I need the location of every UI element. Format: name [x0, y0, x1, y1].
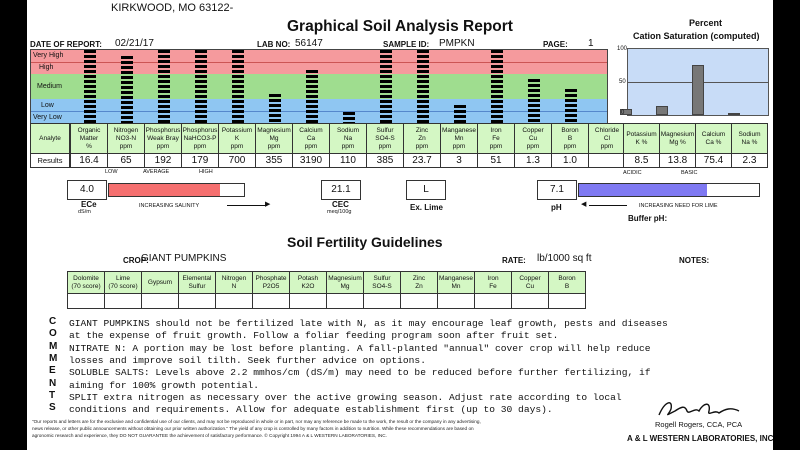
analyte-cell-line: Phosphorus	[145, 126, 181, 134]
guideline-header-line: B	[564, 282, 570, 290]
ph-bar	[578, 183, 760, 197]
level-bar	[343, 112, 355, 123]
company-name: A & L WESTERN LABORATORIES, INC	[627, 434, 773, 443]
ph-arrow-line	[589, 205, 627, 206]
analyte-cell	[403, 123, 441, 154]
guideline-value-cell	[400, 293, 438, 309]
analyte-cell-line: Weak Bray	[147, 134, 179, 142]
analyte-cell-line: ppm	[489, 142, 503, 150]
analyte-cell-line: Cu	[528, 134, 538, 142]
date-value: 02/21/17	[115, 38, 154, 49]
cec-label: CEC	[332, 200, 349, 209]
level-bar	[454, 105, 466, 123]
analyte-cell	[107, 123, 145, 154]
guideline-header-line: Boron	[558, 274, 576, 282]
guideline-value-cell	[289, 293, 327, 309]
analyte-cell-line: Potassium	[221, 126, 253, 134]
guideline-header-cell	[141, 271, 179, 294]
ph-acidic-label: ACIDIC	[623, 170, 642, 176]
analyte-cell	[588, 123, 626, 154]
guideline-value-cell	[67, 293, 105, 309]
cec-value: 21.1	[331, 184, 351, 195]
analyte-cell-line: ppm	[415, 142, 429, 150]
salinity-arrow-head-icon: ▶	[265, 201, 271, 208]
salinity-bar	[108, 183, 245, 197]
guideline-value-cell	[215, 293, 253, 309]
guideline-value-cell	[326, 293, 364, 309]
ece-label: ECe	[81, 200, 97, 209]
analyte-cell	[181, 123, 219, 154]
buffer-ph-label: Buffer pH:	[628, 214, 668, 223]
analyte-cell	[70, 123, 108, 154]
analyte-cell	[551, 123, 589, 154]
crop-label: CROP:	[123, 256, 149, 265]
ece-unit: dS/m	[78, 209, 91, 215]
cation-cell	[623, 123, 660, 154]
guideline-header-line: Nitrogen	[221, 274, 247, 282]
guideline-header-cell	[289, 271, 327, 294]
cation-cell-line: Calcium	[701, 130, 726, 138]
cation-cell-line: Na %	[741, 138, 758, 146]
cation-result-cell: 8.5	[623, 153, 660, 168]
comment-letter: S	[49, 402, 56, 414]
salinity-arrow-line	[227, 205, 267, 206]
analyte-cell-line: Fe	[492, 134, 500, 142]
guideline-value-cell	[474, 293, 512, 309]
level-bar	[232, 50, 244, 123]
report-title: Graphical Soil Analysis Report	[287, 18, 513, 35]
level-bar	[380, 50, 392, 123]
lime-value: L	[423, 184, 429, 195]
ph-value: 7.1	[550, 184, 564, 195]
cation-tick-100: 100	[617, 46, 628, 52]
analyte-cell-line: Copper	[522, 126, 544, 134]
guideline-header-cell	[437, 271, 475, 294]
increasing-need-for-lime-label: INCREASING NEED FOR LIME	[639, 203, 718, 209]
level-high: High	[39, 64, 54, 71]
level-bar	[417, 50, 429, 123]
guideline-header-cell	[178, 271, 216, 294]
guideline-header-line: (70 score)	[71, 282, 101, 290]
level-very-low: Very Low	[33, 114, 62, 121]
analyte-cell	[366, 123, 404, 154]
analyte-cell-line: NO3-N	[115, 134, 137, 142]
comment-line: GIANT PUMPKINS should not be fertilized late with N, as it may encourage leaf growth, pests and diseases	[69, 318, 668, 329]
guideline-header-line: Magnesium	[328, 274, 362, 282]
lab-value: 56147	[295, 38, 323, 49]
cation-bar	[728, 113, 740, 115]
analyte-cell-line: ppm	[193, 142, 207, 150]
guideline-value-cell	[178, 293, 216, 309]
result-cell: 3190	[292, 153, 330, 168]
analyte-cell	[514, 123, 552, 154]
cation-cell-line: Sodium	[738, 130, 761, 138]
cation-bar	[656, 106, 668, 115]
analyte-cell-line: ppm	[230, 142, 244, 150]
ph-arrow-head-icon: ◀	[581, 201, 587, 208]
increasing-salinity-label: INCREASING SALINITY	[139, 203, 200, 209]
guideline-header-line: Mg	[340, 282, 350, 290]
analyte-cell-line: Zn	[418, 134, 426, 142]
result-cell: 179	[181, 153, 219, 168]
analyte-cell-line: K	[234, 134, 240, 142]
cation-cell-line: Mg %	[669, 138, 686, 146]
analyte-cell-line: ppm	[119, 142, 133, 150]
lime-value-box	[406, 180, 446, 200]
analyte-cell-line: SO4-S	[375, 134, 395, 142]
guideline-header-line: Elemental	[182, 274, 212, 282]
guideline-header-line: Iron	[487, 274, 499, 282]
sample-value: PMPKN	[439, 38, 475, 49]
result-cell: 385	[366, 153, 404, 168]
cation-tick-0: 0	[621, 110, 625, 116]
guidelines-title: Soil Fertility Guidelines	[287, 234, 443, 250]
lab-label: LAB NO:	[257, 40, 291, 49]
guideline-value-cell	[437, 293, 475, 309]
results-header-label: Results	[37, 156, 63, 165]
analyte-cell	[218, 123, 256, 154]
level-bar	[121, 56, 133, 123]
guideline-header-line: Zinc	[412, 274, 426, 282]
analyte-cell-line: Magnesium	[257, 126, 291, 134]
cation-title-1: Percent	[689, 18, 723, 28]
analyte-cell-line: Ca	[306, 134, 316, 142]
level-bars	[31, 50, 607, 123]
level-bar	[84, 50, 96, 123]
analyte-cell-line: Boron	[561, 126, 579, 134]
cation-cell-line: K %	[635, 138, 648, 146]
guideline-header-cell	[67, 271, 105, 294]
guideline-header-line: Phosphate	[255, 274, 287, 282]
guideline-value-cell	[141, 293, 179, 309]
analyte-cell-line: ppm	[304, 142, 318, 150]
nutrient-level-graph	[30, 49, 608, 124]
level-low: Low	[41, 102, 54, 109]
level-bar	[195, 50, 207, 123]
cation-cell-line: Ca %	[705, 138, 722, 146]
guideline-value-cell	[511, 293, 549, 309]
guideline-header-line: Gypsum	[147, 278, 173, 286]
cation-cell	[659, 123, 696, 154]
comment-letter: O	[49, 328, 57, 340]
comment-letter: E	[49, 365, 56, 377]
analyte-cell-line: Calcium	[299, 126, 323, 134]
guideline-header-line: Copper	[519, 274, 541, 282]
comment-letter: M	[49, 352, 58, 364]
comment-line: SOLUBLE SALTS: Levels above 2.2 mmhos/cm (dS/m) may need to be reduced before further fertilizing, if	[69, 367, 651, 379]
disclaimer-line-2: news release, or other public announcements without obtaining our prior written authorization." The yield of any crop is controlled by many factors in addition to nutrition. While these recommendations are based on	[32, 426, 474, 431]
analyte-cell-line: Sulfur	[376, 126, 394, 134]
salinity-bar-fill	[109, 184, 220, 196]
comment-letter: C	[49, 316, 57, 327]
level-medium: Medium	[37, 83, 62, 90]
guideline-header-line: K2O	[301, 282, 315, 290]
result-cell: 192	[144, 153, 182, 168]
crop-value: GIANT PUMPKINS	[141, 253, 227, 264]
analyte-cell-line: Organic	[77, 126, 101, 134]
signature-image	[655, 397, 745, 421]
comment-line: SPLIT extra nitrogen as necessary over the active growing season. Adjust rate according to local	[69, 391, 622, 403]
result-cell: 3	[440, 153, 478, 168]
cec-unit: meq/100g	[327, 209, 352, 215]
comment-letter: N	[49, 377, 57, 389]
level-bar	[565, 89, 577, 123]
analyte-cell-line: Manganese	[442, 126, 476, 134]
analyte-cell-line: ppm	[563, 142, 577, 150]
sample-label: SAMPLE ID:	[383, 40, 430, 49]
analyte-cell-line: ppm	[526, 142, 540, 150]
guideline-header-line: Mn	[451, 282, 461, 290]
cation-cell-line: Potassium	[626, 130, 657, 138]
analyte-cell-line: Mn	[454, 134, 464, 142]
guideline-header-line: Potash	[297, 274, 319, 282]
analyte-header	[30, 123, 70, 154]
guideline-header-cell	[548, 271, 586, 294]
cation-cell	[731, 123, 768, 154]
guideline-header-line: SO4-S	[372, 282, 392, 290]
guideline-header-cell	[215, 271, 253, 294]
guideline-header-cell	[252, 271, 290, 294]
analyte-cell-line: Chloride	[594, 126, 620, 134]
ph-basic-label: BASIC	[681, 170, 698, 176]
analyte-cell-line: Zinc	[415, 126, 429, 134]
ece-value: 4.0	[80, 184, 94, 195]
guideline-header-cell	[400, 271, 438, 294]
analyte-cell-line: Sodium	[336, 126, 360, 134]
level-bar	[269, 94, 281, 123]
guideline-header-cell	[363, 271, 401, 294]
comment-line: aiming for 100% growth potential.	[69, 379, 259, 391]
result-cell: 355	[255, 153, 293, 168]
guideline-header-cell	[104, 271, 142, 294]
analyte-cell-line: ppm	[341, 142, 355, 150]
analyte-cell-line: B	[567, 134, 573, 142]
guideline-header-line: Sulfur	[188, 282, 206, 290]
salinity-high-label: HIGH	[199, 169, 213, 175]
comment-letter: T	[49, 389, 56, 401]
level-very-high: Very High	[33, 52, 64, 59]
analyte-cell-line: ppm	[452, 142, 466, 150]
result-cell: 65	[107, 153, 145, 168]
analyte-cell-line: Cl	[603, 134, 611, 142]
results-header	[30, 153, 70, 168]
ph-value-box	[537, 180, 577, 200]
analyte-cell-line: Phosphorus	[182, 126, 218, 134]
guideline-header-line: Lime	[115, 274, 131, 282]
ph-label: pH	[551, 203, 562, 212]
cation-title-2: Cation Saturation (computed)	[633, 31, 760, 41]
ece-value-box	[67, 180, 107, 200]
analyte-cell-line: ppm	[378, 142, 392, 150]
lime-label: Ex. Lime	[410, 203, 443, 212]
cation-saturation-chart	[627, 48, 769, 116]
rate-label: RATE:	[502, 256, 526, 265]
analyte-cell-line: ppm	[156, 142, 170, 150]
analyte-cell	[292, 123, 330, 154]
cation-result-cell: 2.3	[731, 153, 768, 168]
analyte-cell	[477, 123, 515, 154]
guideline-header-line: Dolomite	[73, 274, 99, 282]
comment-line: losses and improve soil tilth. Seek further advice on options.	[69, 354, 426, 366]
analyte-cell	[440, 123, 478, 154]
salinity-average-label: AVERAGE	[143, 169, 170, 175]
cec-value-box	[321, 180, 361, 200]
guideline-value-cell	[252, 293, 290, 309]
analyte-cell-line: Na	[343, 134, 353, 142]
guideline-header-line: Cu	[525, 282, 535, 290]
comment-line: at the expense of fruit growth. Follow a foliar feeding program soon after fruit set.	[69, 330, 559, 342]
guideline-value-cell	[104, 293, 142, 309]
guideline-header-cell	[326, 271, 364, 294]
analyte-cell-line: Mg	[269, 134, 279, 142]
level-bar	[528, 79, 540, 123]
cation-result-cell: 13.8	[659, 153, 696, 168]
level-bar	[491, 50, 503, 123]
result-cell: 700	[218, 153, 256, 168]
analyte-header-label: Analyte	[39, 134, 61, 142]
result-cell	[588, 153, 626, 168]
guideline-header-line: Zn	[415, 282, 423, 290]
result-cell: 110	[329, 153, 367, 168]
salinity-low-label: LOW	[105, 169, 118, 175]
page-label: PAGE:	[543, 40, 568, 49]
analyte-cell-line: %	[86, 142, 92, 150]
guideline-header-line: P2O5	[262, 282, 280, 290]
guideline-header-line: Manganese	[439, 274, 473, 282]
analyte-cell	[255, 123, 293, 154]
guideline-value-cell	[548, 293, 586, 309]
guideline-header-cell	[511, 271, 549, 294]
signer-name: Rogell Rogers, CCA, PCA	[655, 420, 743, 429]
result-cell: 1.0	[551, 153, 589, 168]
guideline-value-cell	[363, 293, 401, 309]
analyte-cell	[144, 123, 182, 154]
guideline-header-line: N	[231, 282, 237, 290]
level-bar	[306, 70, 318, 123]
analyte-cell-line: Matter	[79, 134, 99, 142]
notes-label: NOTES:	[679, 256, 710, 265]
level-bar	[158, 50, 170, 123]
page-value: 1	[588, 38, 594, 49]
ph-bar-fill	[579, 184, 707, 196]
result-cell: 1.3	[514, 153, 552, 168]
disclaimer-line-3: agronomic research and experience, they DO NOT GUARANTEE the achievement of satisfactory performance. © Copyright 1994 A & L WESTERN LABORATORIES, INC.	[32, 433, 387, 438]
guideline-header-line: Sulfur	[373, 274, 391, 282]
analyte-cell-line: ppm	[267, 142, 281, 150]
client-address: KIRKWOOD, MO 63122-	[111, 2, 234, 14]
guideline-header-line: (70 score)	[108, 282, 138, 290]
rate-value: lb/1000 sq ft	[537, 253, 592, 264]
analyte-cell-line: Nitrogen	[113, 126, 139, 134]
cation-result-cell: 75.4	[695, 153, 732, 168]
comment-line: NITRATE N: A portion may be lost before planting. A fall-planted "annual" cover crop will help reduce	[69, 342, 651, 354]
analyte-cell-line: ppm	[600, 142, 614, 150]
result-cell: 23.7	[403, 153, 441, 168]
comment-line: conditions and requirements. Allow for adequate establishment first (up to 30 days).	[69, 404, 553, 416]
analyte-cell-line: Iron	[490, 126, 502, 134]
date-label: DATE OF REPORT:	[30, 40, 102, 49]
soil-report-document	[27, 0, 773, 450]
cation-bar	[692, 65, 704, 115]
comment-letter: M	[49, 340, 58, 352]
result-cell: 51	[477, 153, 515, 168]
disclaimer-line-1: "Our reports and letters are for the exclusive and confidential use of our clients, and may not be reproduced in whole or in part, nor may any reference be made to the work, the result or the company in any advertising,	[32, 419, 481, 424]
analyte-cell-line: NaHCO3-P	[183, 134, 217, 142]
result-cell: 16.4	[70, 153, 108, 168]
cation-cell-line: Magnesium	[660, 130, 695, 138]
cation-tick-50: 50	[619, 79, 626, 85]
guideline-header-cell	[474, 271, 512, 294]
analyte-cell	[329, 123, 367, 154]
cation-cell	[695, 123, 732, 154]
guideline-header-line: Fe	[489, 282, 497, 290]
